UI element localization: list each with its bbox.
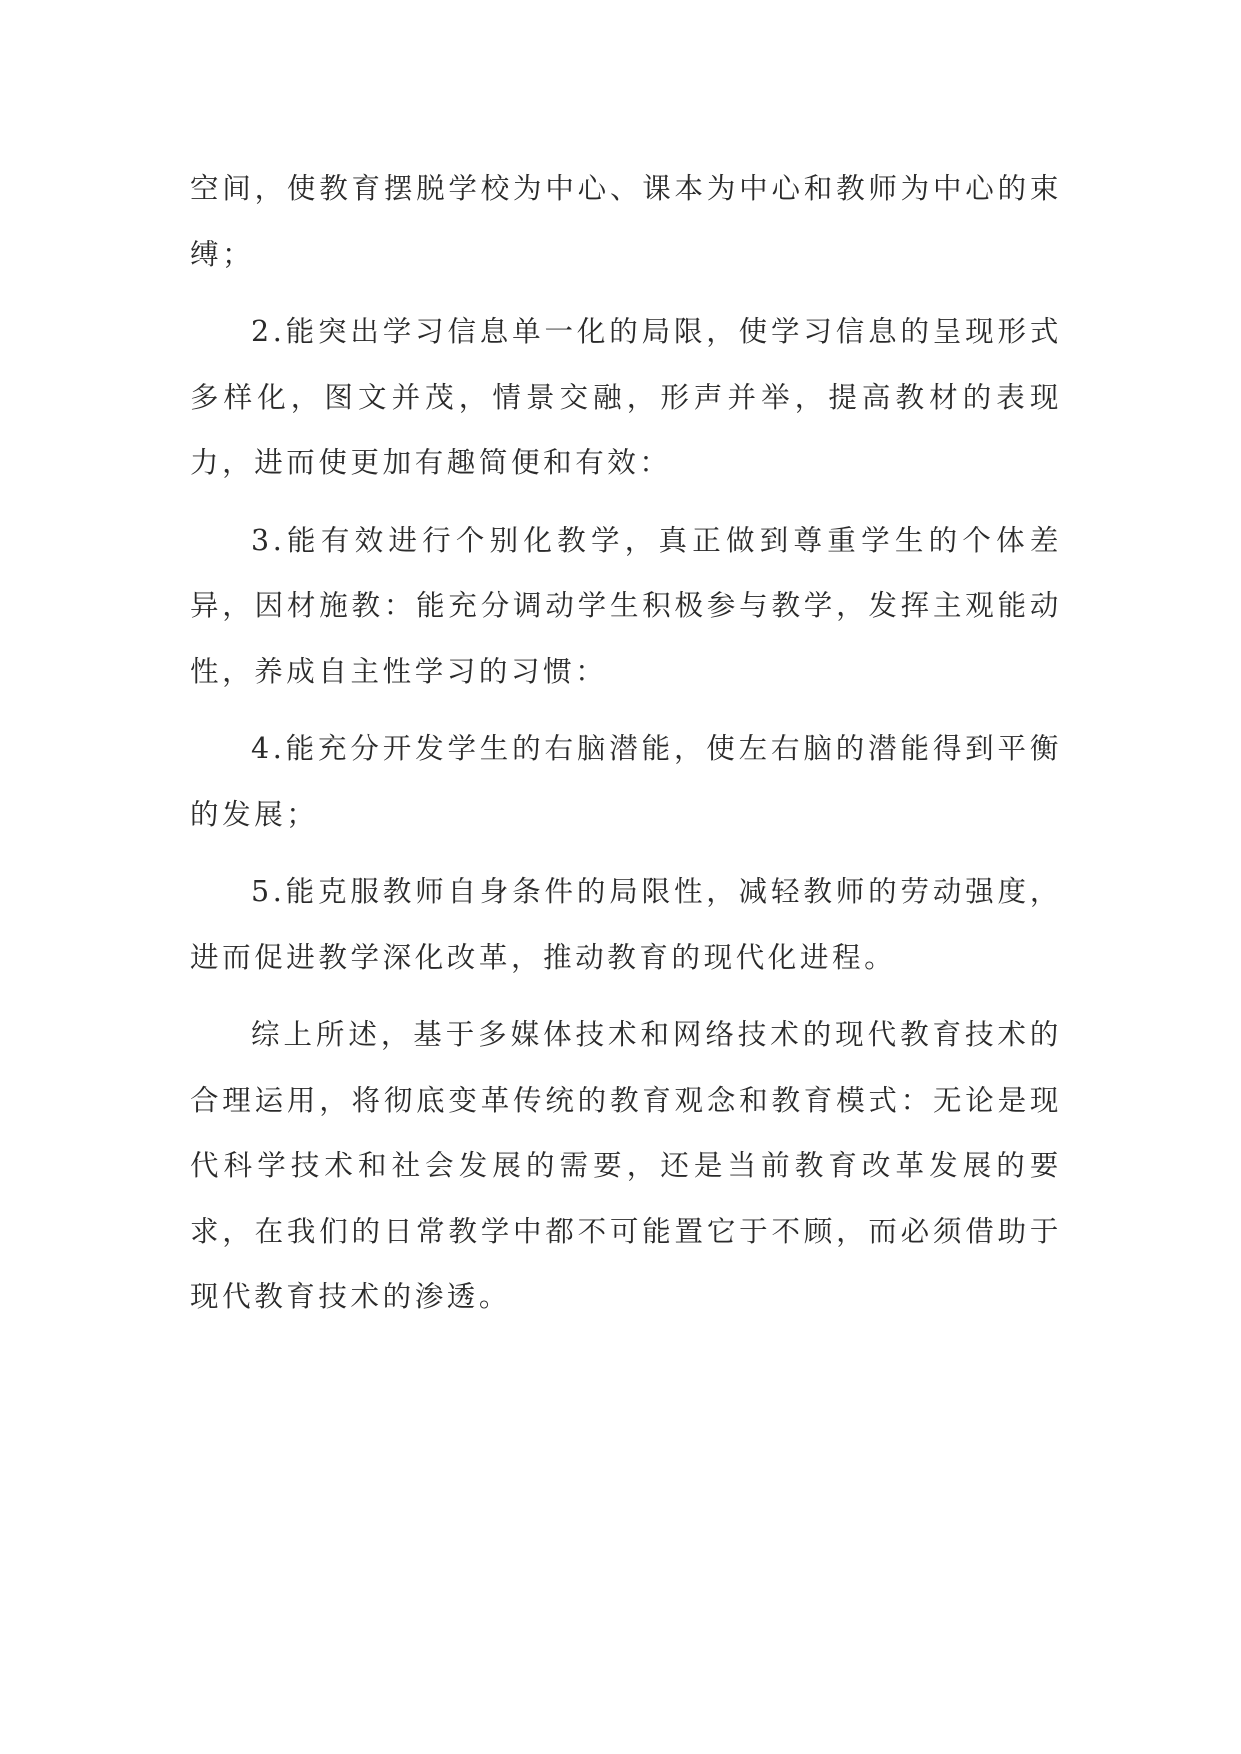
paragraph-continuation: 空间，使教育摆脱学校为中心、课本为中心和教师为中心的束缚； xyxy=(190,172,1062,271)
document-body xyxy=(190,156,1062,1342)
paragraph-item-3: 3.能有效进行个别化教学，真正做到尊重学生的个体差异，因材施教：能充分调动学生积极参与教学，发挥主观能动性，养成自主性学习的习惯： xyxy=(190,523,1062,688)
paragraph-item-4: 4.能充分开发学生的右脑潜能，使左右脑的潜能得到平衡的发展； xyxy=(190,732,1062,831)
paragraph-item-2: 2.能突出学习信息单一化的局限，使学习信息的呈现形式多样化，图文并茂，情景交融，形声并举，提高教材的表现力，进而使更加有趣简便和有效： xyxy=(190,315,1062,479)
paragraph-summary: 综上所述，基于多媒体技术和网络技术的现代教育技术的合理运用，将彻底变革传统的教育观念和教育模式：无论是现代科学技术和社会发展的需要，还是当前教育改革发展的要求，在我们的日常教学中都不可能置它于不顾，而必须借助于现代教育技术的渗透。 xyxy=(190,1018,1062,1313)
paragraph-item-5: 5.能克服教师自身条件的局限性，减轻教师的劳动强度，进而促进教学深化改革，推动教育的现代化进程。 xyxy=(190,875,1062,974)
